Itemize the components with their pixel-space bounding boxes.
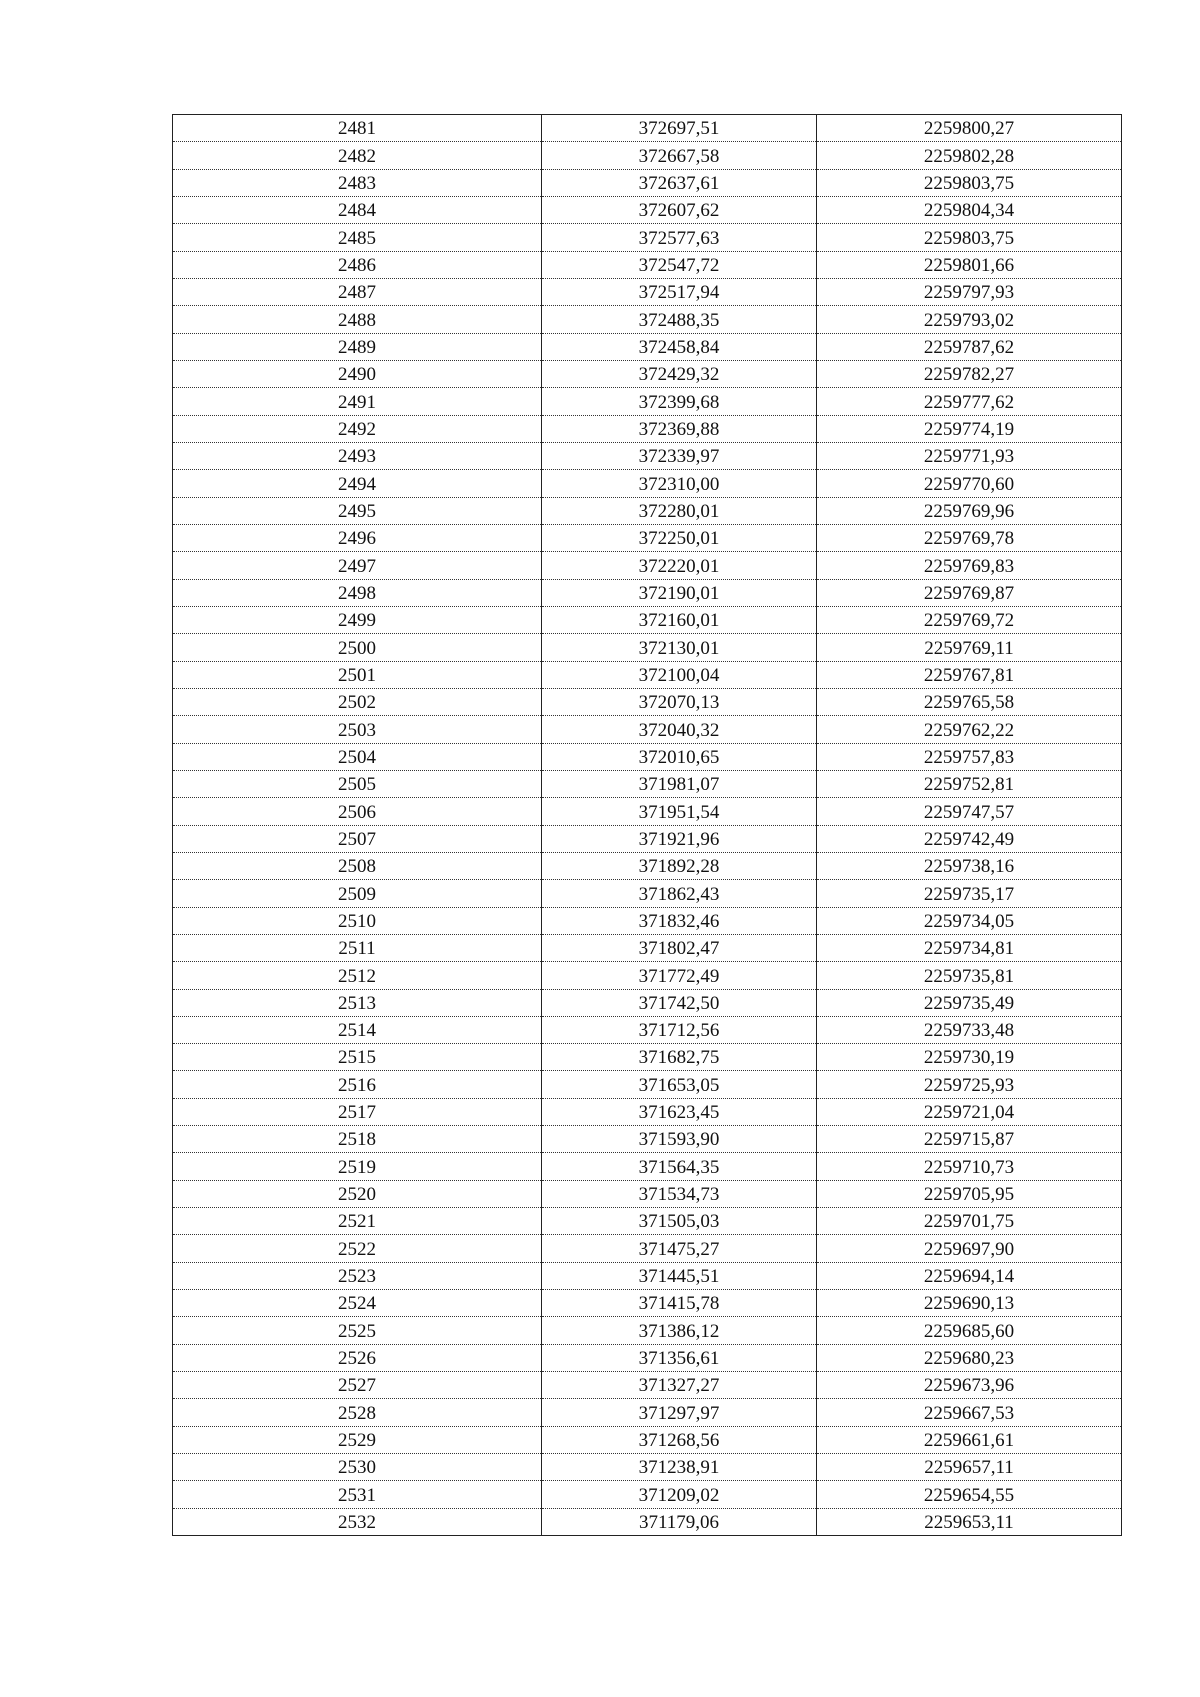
table-row — [173, 1481, 1122, 1508]
point-number-cell: 2505 — [173, 770, 542, 797]
y-coordinate-cell: 2259803,75 — [817, 169, 1122, 196]
table-row — [173, 1071, 1122, 1098]
y-coordinate-cell: 2259734,05 — [817, 907, 1122, 934]
point-number-cell: 2487 — [173, 278, 542, 305]
x-coordinate-cell: 371268,56 — [542, 1426, 817, 1453]
y-coordinate-cell: 2259769,83 — [817, 552, 1122, 579]
table-row — [173, 934, 1122, 961]
point-number-cell: 2512 — [173, 962, 542, 989]
x-coordinate-cell: 371682,75 — [542, 1044, 817, 1071]
y-coordinate-cell: 2259797,93 — [817, 278, 1122, 305]
y-coordinate-cell: 2259770,60 — [817, 470, 1122, 497]
x-coordinate-cell: 372310,00 — [542, 470, 817, 497]
y-coordinate-cell: 2259774,19 — [817, 415, 1122, 442]
x-coordinate-cell: 372667,58 — [542, 142, 817, 169]
point-number-cell: 2496 — [173, 524, 542, 551]
table-row — [173, 1153, 1122, 1180]
x-coordinate-cell: 372160,01 — [542, 606, 817, 633]
table-row — [173, 1126, 1122, 1153]
table-row — [173, 278, 1122, 305]
point-number-cell: 2508 — [173, 852, 542, 879]
x-coordinate-cell: 372130,01 — [542, 634, 817, 661]
point-number-cell: 2485 — [173, 224, 542, 251]
x-coordinate-cell: 371653,05 — [542, 1071, 817, 1098]
point-number-cell: 2522 — [173, 1235, 542, 1262]
table-row — [173, 1262, 1122, 1289]
table-row — [173, 1235, 1122, 1262]
y-coordinate-cell: 2259738,16 — [817, 852, 1122, 879]
point-number-cell: 2532 — [173, 1508, 542, 1535]
point-number-cell: 2488 — [173, 306, 542, 333]
x-coordinate-cell: 371564,35 — [542, 1153, 817, 1180]
table-row — [173, 688, 1122, 715]
y-coordinate-cell: 2259735,81 — [817, 962, 1122, 989]
x-coordinate-cell: 372100,04 — [542, 661, 817, 688]
table-row — [173, 661, 1122, 688]
point-number-cell: 2515 — [173, 1044, 542, 1071]
table-row — [173, 224, 1122, 251]
x-coordinate-cell: 371593,90 — [542, 1126, 817, 1153]
point-number-cell: 2483 — [173, 169, 542, 196]
point-number-cell: 2518 — [173, 1126, 542, 1153]
y-coordinate-cell: 2259673,96 — [817, 1372, 1122, 1399]
y-coordinate-cell: 2259730,19 — [817, 1044, 1122, 1071]
y-coordinate-cell: 2259782,27 — [817, 360, 1122, 387]
coordinates-table-body — [173, 115, 1122, 1536]
y-coordinate-cell: 2259757,83 — [817, 743, 1122, 770]
point-number-cell: 2482 — [173, 142, 542, 169]
y-coordinate-cell: 2259721,04 — [817, 1098, 1122, 1125]
table-row — [173, 880, 1122, 907]
table-row — [173, 196, 1122, 223]
x-coordinate-cell: 372040,32 — [542, 716, 817, 743]
table-row — [173, 606, 1122, 633]
point-number-cell: 2521 — [173, 1208, 542, 1235]
point-number-cell: 2489 — [173, 333, 542, 360]
x-coordinate-cell: 371534,73 — [542, 1180, 817, 1207]
y-coordinate-cell: 2259653,11 — [817, 1508, 1122, 1535]
point-number-cell: 2527 — [173, 1372, 542, 1399]
y-coordinate-cell: 2259715,87 — [817, 1126, 1122, 1153]
y-coordinate-cell: 2259769,87 — [817, 579, 1122, 606]
point-number-cell: 2495 — [173, 497, 542, 524]
point-number-cell: 2516 — [173, 1071, 542, 1098]
y-coordinate-cell: 2259769,72 — [817, 606, 1122, 633]
table-row — [173, 1426, 1122, 1453]
table-row — [173, 1399, 1122, 1426]
table-row — [173, 852, 1122, 879]
point-number-cell: 2511 — [173, 934, 542, 961]
point-number-cell: 2504 — [173, 743, 542, 770]
y-coordinate-cell: 2259771,93 — [817, 442, 1122, 469]
table-row — [173, 1344, 1122, 1371]
point-number-cell: 2528 — [173, 1399, 542, 1426]
y-coordinate-cell: 2259725,93 — [817, 1071, 1122, 1098]
table-row — [173, 1098, 1122, 1125]
y-coordinate-cell: 2259765,58 — [817, 688, 1122, 715]
table-row — [173, 634, 1122, 661]
y-coordinate-cell: 2259762,22 — [817, 716, 1122, 743]
table-row — [173, 1372, 1122, 1399]
table-row — [173, 579, 1122, 606]
x-coordinate-cell: 371623,45 — [542, 1098, 817, 1125]
coordinates-table — [172, 114, 1122, 1536]
table-row — [173, 716, 1122, 743]
table-row — [173, 1180, 1122, 1207]
x-coordinate-cell: 372190,01 — [542, 579, 817, 606]
x-coordinate-cell: 372577,63 — [542, 224, 817, 251]
table-row — [173, 442, 1122, 469]
point-number-cell: 2510 — [173, 907, 542, 934]
x-coordinate-cell: 372458,84 — [542, 333, 817, 360]
point-number-cell: 2507 — [173, 825, 542, 852]
table-row — [173, 142, 1122, 169]
table-row — [173, 524, 1122, 551]
y-coordinate-cell: 2259769,96 — [817, 497, 1122, 524]
x-coordinate-cell: 372369,88 — [542, 415, 817, 442]
table-row — [173, 743, 1122, 770]
table-row — [173, 360, 1122, 387]
x-coordinate-cell: 372280,01 — [542, 497, 817, 524]
point-number-cell: 2497 — [173, 552, 542, 579]
table-row — [173, 333, 1122, 360]
point-number-cell: 2499 — [173, 606, 542, 633]
x-coordinate-cell: 371712,56 — [542, 1016, 817, 1043]
table-row — [173, 251, 1122, 278]
y-coordinate-cell: 2259701,75 — [817, 1208, 1122, 1235]
point-number-cell: 2524 — [173, 1290, 542, 1317]
table-row — [173, 497, 1122, 524]
point-number-cell: 2493 — [173, 442, 542, 469]
table-row — [173, 1290, 1122, 1317]
x-coordinate-cell: 371297,97 — [542, 1399, 817, 1426]
table-row — [173, 1208, 1122, 1235]
y-coordinate-cell: 2259793,02 — [817, 306, 1122, 333]
point-number-cell: 2517 — [173, 1098, 542, 1125]
x-coordinate-cell: 371475,27 — [542, 1235, 817, 1262]
y-coordinate-cell: 2259680,23 — [817, 1344, 1122, 1371]
point-number-cell: 2484 — [173, 196, 542, 223]
point-number-cell: 2514 — [173, 1016, 542, 1043]
point-number-cell: 2509 — [173, 880, 542, 907]
point-number-cell: 2519 — [173, 1153, 542, 1180]
x-coordinate-cell: 371209,02 — [542, 1481, 817, 1508]
y-coordinate-cell: 2259735,49 — [817, 989, 1122, 1016]
point-number-cell: 2506 — [173, 798, 542, 825]
table-row — [173, 1016, 1122, 1043]
point-number-cell: 2500 — [173, 634, 542, 661]
table-row — [173, 169, 1122, 196]
point-number-cell: 2498 — [173, 579, 542, 606]
y-coordinate-cell: 2259752,81 — [817, 770, 1122, 797]
point-number-cell: 2494 — [173, 470, 542, 497]
x-coordinate-cell: 371832,46 — [542, 907, 817, 934]
table-row — [173, 962, 1122, 989]
table-row — [173, 115, 1122, 142]
x-coordinate-cell: 371445,51 — [542, 1262, 817, 1289]
point-number-cell: 2501 — [173, 661, 542, 688]
point-number-cell: 2523 — [173, 1262, 542, 1289]
x-coordinate-cell: 371951,54 — [542, 798, 817, 825]
x-coordinate-cell: 371179,06 — [542, 1508, 817, 1535]
x-coordinate-cell: 372488,35 — [542, 306, 817, 333]
point-number-cell: 2531 — [173, 1481, 542, 1508]
point-number-cell: 2481 — [173, 115, 542, 142]
y-coordinate-cell: 2259710,73 — [817, 1153, 1122, 1180]
y-coordinate-cell: 2259769,78 — [817, 524, 1122, 551]
x-coordinate-cell: 372250,01 — [542, 524, 817, 551]
x-coordinate-cell: 371892,28 — [542, 852, 817, 879]
point-number-cell: 2520 — [173, 1180, 542, 1207]
table-row — [173, 1317, 1122, 1344]
table-row — [173, 1044, 1122, 1071]
x-coordinate-cell: 371802,47 — [542, 934, 817, 961]
point-number-cell: 2502 — [173, 688, 542, 715]
point-number-cell: 2486 — [173, 251, 542, 278]
x-coordinate-cell: 371238,91 — [542, 1454, 817, 1481]
x-coordinate-cell: 372547,72 — [542, 251, 817, 278]
x-coordinate-cell: 371327,27 — [542, 1372, 817, 1399]
x-coordinate-cell: 371356,61 — [542, 1344, 817, 1371]
point-number-cell: 2503 — [173, 716, 542, 743]
y-coordinate-cell: 2259803,75 — [817, 224, 1122, 251]
table-row — [173, 306, 1122, 333]
x-coordinate-cell: 372637,61 — [542, 169, 817, 196]
y-coordinate-cell: 2259734,81 — [817, 934, 1122, 961]
point-number-cell: 2492 — [173, 415, 542, 442]
x-coordinate-cell: 372429,32 — [542, 360, 817, 387]
y-coordinate-cell: 2259804,34 — [817, 196, 1122, 223]
table-row — [173, 798, 1122, 825]
table-row — [173, 825, 1122, 852]
table-row — [173, 470, 1122, 497]
point-number-cell: 2529 — [173, 1426, 542, 1453]
table-row — [173, 1454, 1122, 1481]
table-row — [173, 989, 1122, 1016]
table-row — [173, 1508, 1122, 1535]
table-row — [173, 388, 1122, 415]
y-coordinate-cell: 2259661,61 — [817, 1426, 1122, 1453]
x-coordinate-cell: 371862,43 — [542, 880, 817, 907]
x-coordinate-cell: 372220,01 — [542, 552, 817, 579]
y-coordinate-cell: 2259733,48 — [817, 1016, 1122, 1043]
y-coordinate-cell: 2259800,27 — [817, 115, 1122, 142]
y-coordinate-cell: 2259667,53 — [817, 1399, 1122, 1426]
x-coordinate-cell: 371415,78 — [542, 1290, 817, 1317]
table-row — [173, 552, 1122, 579]
y-coordinate-cell: 2259685,60 — [817, 1317, 1122, 1344]
x-coordinate-cell: 372607,62 — [542, 196, 817, 223]
table-row — [173, 415, 1122, 442]
y-coordinate-cell: 2259769,11 — [817, 634, 1122, 661]
x-coordinate-cell: 372010,65 — [542, 743, 817, 770]
y-coordinate-cell: 2259657,11 — [817, 1454, 1122, 1481]
x-coordinate-cell: 371921,96 — [542, 825, 817, 852]
y-coordinate-cell: 2259802,28 — [817, 142, 1122, 169]
x-coordinate-cell: 371386,12 — [542, 1317, 817, 1344]
y-coordinate-cell: 2259747,57 — [817, 798, 1122, 825]
y-coordinate-cell: 2259735,17 — [817, 880, 1122, 907]
point-number-cell: 2491 — [173, 388, 542, 415]
x-coordinate-cell: 372070,13 — [542, 688, 817, 715]
point-number-cell: 2490 — [173, 360, 542, 387]
point-number-cell: 2513 — [173, 989, 542, 1016]
y-coordinate-cell: 2259777,62 — [817, 388, 1122, 415]
x-coordinate-cell: 372517,94 — [542, 278, 817, 305]
x-coordinate-cell: 372697,51 — [542, 115, 817, 142]
table-row — [173, 770, 1122, 797]
x-coordinate-cell: 371505,03 — [542, 1208, 817, 1235]
y-coordinate-cell: 2259654,55 — [817, 1481, 1122, 1508]
y-coordinate-cell: 2259697,90 — [817, 1235, 1122, 1262]
y-coordinate-cell: 2259767,81 — [817, 661, 1122, 688]
table-row — [173, 907, 1122, 934]
x-coordinate-cell: 372399,68 — [542, 388, 817, 415]
x-coordinate-cell: 371981,07 — [542, 770, 817, 797]
y-coordinate-cell: 2259801,66 — [817, 251, 1122, 278]
y-coordinate-cell: 2259690,13 — [817, 1290, 1122, 1317]
point-number-cell: 2526 — [173, 1344, 542, 1371]
point-number-cell: 2530 — [173, 1454, 542, 1481]
point-number-cell: 2525 — [173, 1317, 542, 1344]
x-coordinate-cell: 371742,50 — [542, 989, 817, 1016]
y-coordinate-cell: 2259694,14 — [817, 1262, 1122, 1289]
y-coordinate-cell: 2259742,49 — [817, 825, 1122, 852]
y-coordinate-cell: 2259705,95 — [817, 1180, 1122, 1207]
x-coordinate-cell: 372339,97 — [542, 442, 817, 469]
y-coordinate-cell: 2259787,62 — [817, 333, 1122, 360]
x-coordinate-cell: 371772,49 — [542, 962, 817, 989]
